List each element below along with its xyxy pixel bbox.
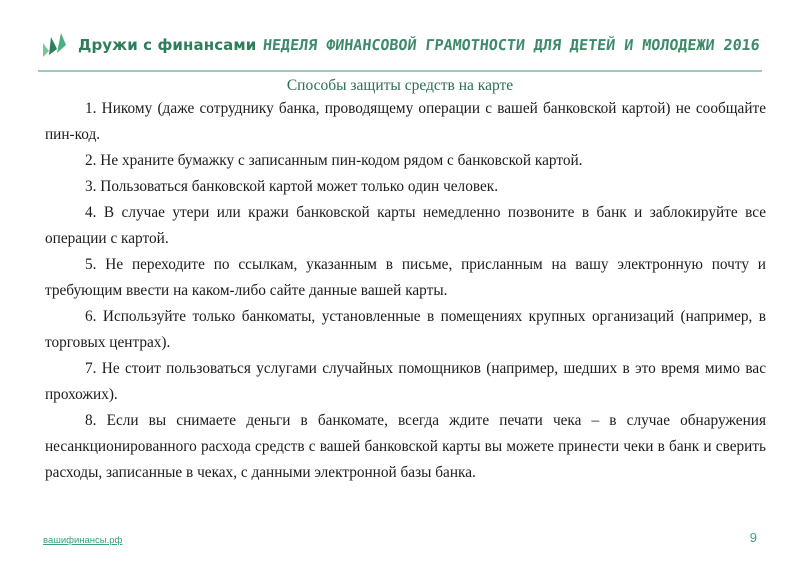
logo-text: Дружи с финансами [78, 36, 257, 54]
content-list [45, 96, 766, 486]
list-item: 6. Используйте только банкоматы, установленные в помещениях крупных организаций (например, в торговых центрах). [45, 308, 766, 351]
list-item: 1. Никому (даже сотруднику банка, проводящему операции с вашей банковской картой) не сообщайте пин-код. [45, 100, 766, 143]
brand-logo [40, 30, 256, 60]
page-number: 9 [749, 530, 757, 545]
site-link[interactable]: вашифинансы.рф [43, 535, 123, 546]
page-title: Способы защиты средств на карте [286, 77, 514, 94]
list-item: 5. Не переходите по ссылкам, указанным в письме, присланным на вашу электронную почту и требующим ввести на каком-либо сайте данные вашей карты. [45, 256, 766, 299]
event-title: НЕДЕЛЯ ФИНАНСОВОЙ ГРАМОТНОСТИ ДЛЯ ДЕТЕЙ И МОЛОДЕЖИ 2016 [262, 36, 761, 54]
leaf-logo-icon [40, 31, 70, 59]
list-item: 2. Не храните бумажку с записанным пин-кодом рядом с банковской картой. [85, 152, 583, 169]
list-item: 3. Пользоваться банковской картой может только один человек. [85, 178, 499, 195]
list-item: 7. Не стоит пользоваться услугами случайных помощников (например, шедших в это время мимо вас прохожих). [45, 360, 766, 403]
list-item: 8. Если вы снимаете деньги в банкомате, всегда ждите печати чека – в случае обнаружения несанкционированного расхода средств с вашей банковской карты вы можете принести чеки в банк и сверить расходы, записанные в чеках, с данными электронной базы банка. [45, 412, 766, 481]
list-item: 4. В случае утери или кражи банковской карты немедленно позвоните в банк и заблокируйте все операции с картой. [45, 204, 766, 247]
header-divider [38, 70, 762, 72]
